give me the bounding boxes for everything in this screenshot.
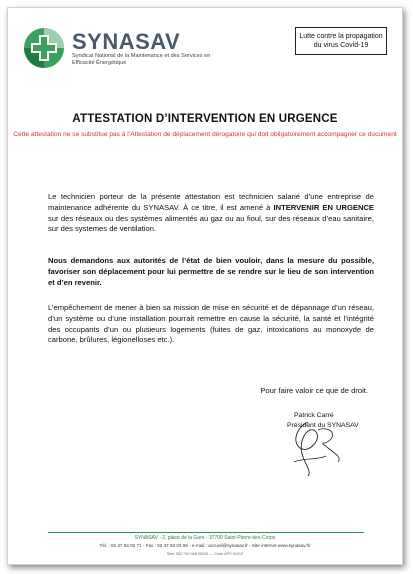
document-subtitle: Cette attestation ne se substitue pas à l’Attestation de déplacement dérogatoire qui doit obligatoirement accompagner ce document <box>13 131 397 138</box>
synasav-logo <box>22 26 212 70</box>
footer-divider <box>48 532 364 533</box>
logo-tagline: Syndicat National de la Maintenance et des Services en Efficacité Énergétique <box>72 53 211 66</box>
document-title: ATTESTATION D’INTERVENTION EN URGENCE <box>72 113 338 125</box>
paragraph-request: Nous demandons aux autorités de l’état de bien vouloir, dans la mesure du possible, favoriser son déplacement pour lui permettre de se rendre sur le lieu de son intervention et d’en revenir. <box>48 256 374 287</box>
signatory-name: Patrick Carré <box>294 412 334 419</box>
footer-legal: Siret 392 740 068 00035 — Code APE 9411Z <box>166 552 244 556</box>
covid-notice-box: Lutte contre la propagation du virus Covid-19 <box>295 27 387 55</box>
paragraph-technician-rest: sur des réseaux ou des systèmes alimentés au gaz ou au fioul, sur des réseaux d’eau sanitaire, sur des systemes de ventilation. <box>48 213 374 234</box>
footer-address: SYNASAV - 2, place de la Gare - 37700 Saint-Pierre-des-Corps <box>134 535 276 541</box>
paragraph-consequences: L’empêchement de mener à bien sa mission de mise en sécurité et de dépannage d’un réseau, d’un système ou d’une installation pourrait remettre en cause la sécurité, la santé et l’intégrité des occupants d’un ou plusieurs logements (fuites de gaz, intoxications au monoxyde de carbone, brûlures, légionelloses etc.). <box>48 303 374 345</box>
paragraph-technician <box>48 192 374 235</box>
document-page <box>7 7 403 565</box>
closing-formula: Pour faire valoir ce que de droit. <box>260 386 368 395</box>
logo-mark-icon <box>22 26 66 70</box>
signatory-role: Président du SYNASAV <box>287 422 359 429</box>
paragraph-technician-intro: Le technicien porteur de la présente attestation est technicien salarié d’une entreprise de maintenance adhérente du SYNASAV. À ce titre, il est amené à <box>48 192 374 212</box>
paragraph-technician-emphasis: INTERVENIR EN URGENCE <box>273 202 374 212</box>
footer-contact: Tél. : 02 47 63 02 71 - Fax : 02 47 63 03 69 - e-mail : accueil@synasav.fr - Site internet www.synasav.fr/ <box>99 543 311 548</box>
logo-name: SYNASAV <box>72 29 181 54</box>
